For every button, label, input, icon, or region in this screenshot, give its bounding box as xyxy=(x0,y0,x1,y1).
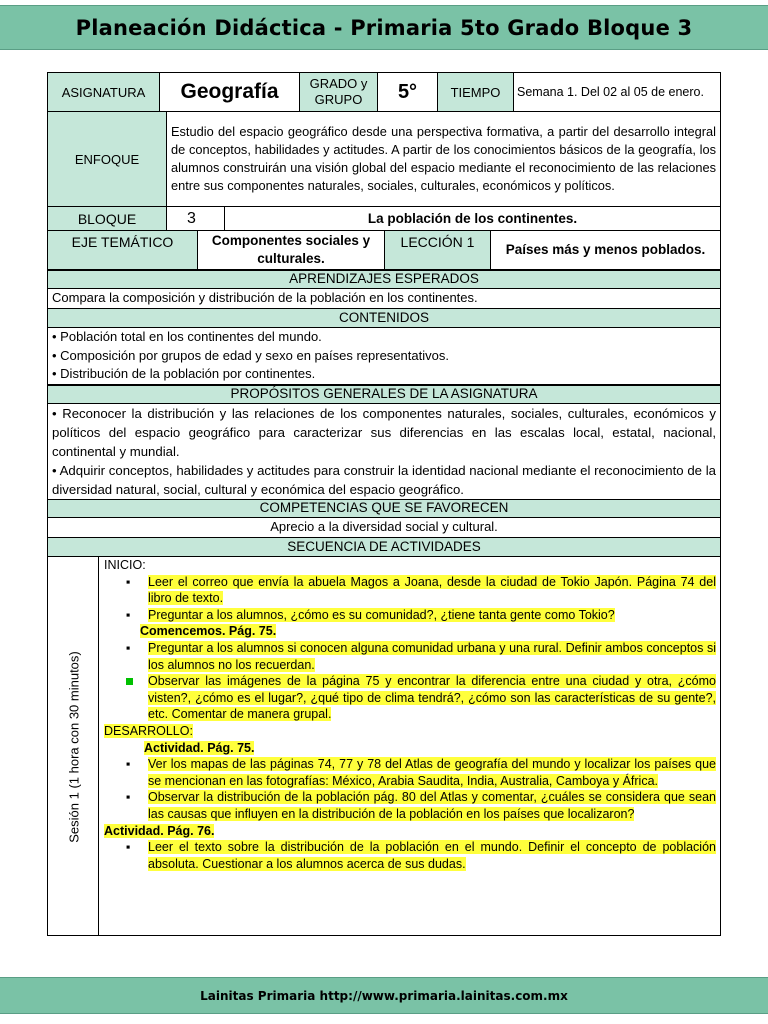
activity-item xyxy=(104,839,716,872)
activity-item xyxy=(104,756,716,789)
activity-text: Observar la distribución de la población pág. 80 del Atlas y comentar, ¿cuáles se considera que sean las causas que influyen en la distribución de la población en los países que localizaron? xyxy=(148,790,716,821)
activity-item xyxy=(104,673,716,723)
proposito-item: • Adquirir conceptos, habilidades y actitudes para construir la identidad nacional mediante el reconocimiento de la diversidad natural, social, cultural y económica del espacio geográfico. xyxy=(52,463,716,497)
enfoque-table xyxy=(47,111,721,207)
info-header-table xyxy=(47,72,721,112)
page-title: Planeación Didáctica - Primaria 5to Grado Bloque 3 xyxy=(75,16,693,40)
activity-text: Leer el texto sobre la distribución de la población en el mundo. Definir el concepto de población absoluta. Cuestionar a los alumnos acerca de sus dudas. xyxy=(148,840,716,871)
bloque-table xyxy=(47,206,721,231)
leccion-value: Países más y menos poblados. xyxy=(491,231,721,270)
grado-value: 5° xyxy=(378,73,438,112)
activity-item xyxy=(104,640,716,673)
enfoque-label: ENFOQUE xyxy=(48,112,167,207)
tiempo-value: Semana 1. Del 02 al 05 de enero. xyxy=(514,73,721,112)
footer-text: Lainitas Primaria http://www.primaria.lainitas.com.mx xyxy=(200,989,568,1003)
propositos-list xyxy=(47,404,721,500)
contenidos-list xyxy=(47,328,721,385)
asignatura-value: Geografía xyxy=(160,73,300,112)
eje-label: EJE TEMÁTICO xyxy=(48,231,198,270)
aprendizajes-heading: APRENDIZAJES ESPERADOS xyxy=(47,270,721,289)
desarrollo-label: DESARROLLO: xyxy=(104,723,193,738)
session-column xyxy=(48,557,99,935)
proposito-item: • Reconocer la distribución y las relaciones de los componentes naturales, sociales, culturales, económicos y políticos del espacio geográfico para caracterizar sus diferencias en las escalas local, estatal, nacional, continental y mundial. xyxy=(52,406,716,459)
bullet-icon: ▪ xyxy=(126,640,131,655)
session-label: Sesión 1 (1 hora con 30 minutos) xyxy=(66,651,82,843)
bullet-icon: ▪ xyxy=(126,840,131,855)
secuencia-heading: SECUENCIA DE ACTIVIDADES xyxy=(47,537,721,557)
footer-banner xyxy=(0,977,768,1014)
title-banner xyxy=(0,5,768,50)
contenido-item: • Distribución de la población por continentes. xyxy=(52,366,316,381)
bloque-value: 3 xyxy=(167,207,225,231)
leccion-label: LECCIÓN 1 xyxy=(385,231,491,270)
bloque-title: La población de los continentes. xyxy=(225,207,721,231)
activity-item xyxy=(104,607,716,624)
eje-table xyxy=(47,230,721,270)
green-bullet-icon xyxy=(126,678,133,685)
secuencia-table xyxy=(47,556,721,936)
propositos-heading: PROPÓSITOS GENERALES DE LA ASIGNATURA xyxy=(47,385,721,404)
enfoque-text: Estudio del espacio geográfico desde una perspectiva formativa, a partir del desarrollo integral de conceptos, habilidades y actitudes. A partir de los conocimientos básicos de la geografía, los alumnos construirán una visión global del espacio mediante el reconocimiento de las relaciones entre sus componentes naturales, sociales, culturales, económicos y políticos. xyxy=(167,112,721,207)
contenidos-heading: CONTENIDOS xyxy=(47,308,721,328)
grado-label: GRADO y GRUPO xyxy=(300,73,378,112)
contenido-item: • Población total en los continentes del mundo. xyxy=(52,329,322,344)
asignatura-label: ASIGNATURA xyxy=(48,73,160,112)
activity-item xyxy=(104,574,716,607)
contenido-item: • Composición por grupos de edad y sexo en países representativos. xyxy=(52,347,449,363)
activity-text: Observar las imágenes de la página 75 y encontrar la diferencia entre una ciudad y otra, ¿cómo visten?, ¿cómo es el lugar?, ¿qué tipo de clima tendrá?, ¿cómo son las características de su gente?, etc. Comentar de manera grupal. xyxy=(148,674,716,722)
bloque-label: BLOQUE xyxy=(48,207,167,231)
aprendizajes-text: Compara la composición y distribución de la población en los continentes. xyxy=(47,289,721,309)
actividad-76-label: Actividad. Pág. 76. xyxy=(104,823,215,838)
inicio-label: INICIO: xyxy=(104,558,146,572)
bullet-icon: ▪ xyxy=(126,790,131,805)
competencias-text: Aprecio a la diversidad social y cultural. xyxy=(47,518,721,538)
bullet-icon: ▪ xyxy=(126,757,131,772)
activity-text: Preguntar a los alumnos, ¿cómo es su comunidad?, ¿tiene tanta gente como Tokio? xyxy=(148,607,615,622)
secuencia-content xyxy=(104,557,716,872)
competencias-heading: COMPETENCIAS QUE SE FAVORECEN xyxy=(47,499,721,518)
activity-text: Leer el correo que envía la abuela Magos a Joana, desde la ciudad de Tokio Japón. Página 74 del libro de texto. xyxy=(148,574,716,606)
activity-text: Ver los mapas de las páginas 74, 77 y 78 del Atlas de geografía del mundo y localizar los países que se mencionan en las fotografías: México, Arabia Saudita, India, Australia, Camboya y África. xyxy=(148,757,716,788)
activity-item xyxy=(104,789,716,822)
actividad-75-label: Actividad. Pág. 75. xyxy=(144,740,255,755)
bullet-icon: ▪ xyxy=(126,574,131,589)
bullet-icon: ▪ xyxy=(126,607,131,622)
activity-text: Preguntar a los alumnos si conocen alguna comunidad urbana y una rural. Definir ambos conceptos si los alumnos no los recuerdan. xyxy=(148,640,716,672)
tiempo-label: TIEMPO xyxy=(438,73,514,112)
eje-value: Componentes sociales y culturales. xyxy=(198,231,385,270)
comencemos-label: Comencemos. Pág. 75. xyxy=(140,624,277,639)
